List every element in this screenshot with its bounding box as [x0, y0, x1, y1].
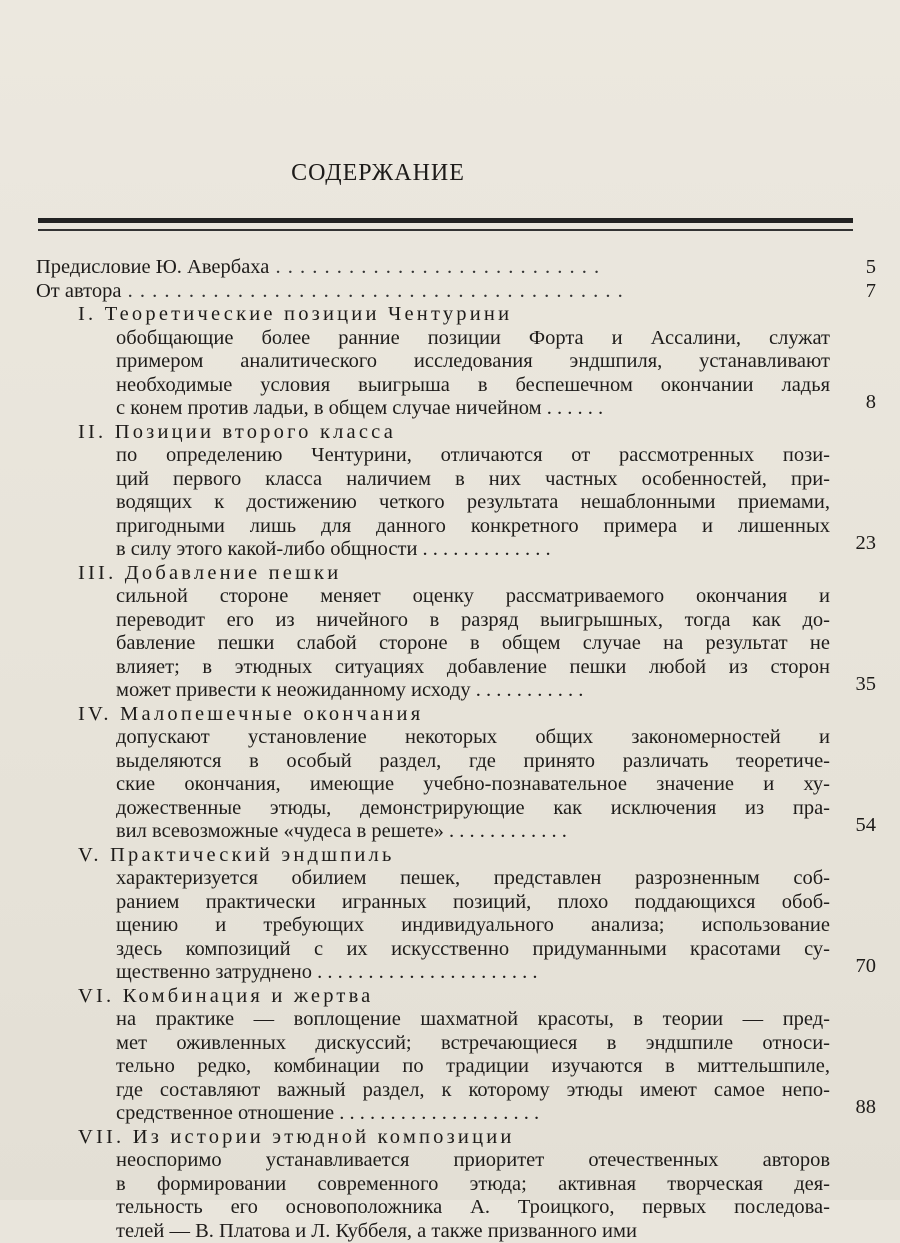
chapter-description-line: щественно затруднено . . . . . . . . . . . . . . . . . . . . . .	[116, 961, 830, 985]
chapter-description-line: где составляют важный раздел, к которому этюды имеют самое непо-	[116, 1079, 830, 1103]
chapter-description-line: по определению Чентурини, отличаются от рассмотренных пози-	[116, 444, 830, 468]
chapter-description-line: здесь композиций с их искусственно придуманными красотами су-	[116, 938, 830, 962]
chapter-description-line: средственное отношение . . . . . . . . . . . . . . . . . . . .	[116, 1102, 830, 1126]
chapter-list	[36, 303, 876, 1243]
chapter-description-line: ранием практически игранных позиций, плохо поддающихся обоб-	[116, 891, 830, 915]
chapter-description-line: примером аналитического исследования эндшпиля, устанавливают	[116, 350, 830, 374]
chapter-title: Комбинация и жертва	[123, 985, 374, 1007]
chapter-description-line: в силу этого какой-либо общности . . . . . . . . . . . . .	[116, 538, 830, 562]
chapter-heading	[78, 303, 876, 327]
chapter-description-line: на практике — воплощение шахматной красоты, в теории — пред-	[116, 1008, 830, 1032]
chapter-description-line: неоспоримо устанавливается приоритет отечественных авторов	[116, 1149, 830, 1173]
chapter-numeral: V.	[78, 844, 102, 868]
chapter-description-line: дожественные этюды, демонстрирующие как исключения из пра-	[116, 797, 830, 821]
chapter-description-line: тельно редко, комбинации по традиции изучаются в миттельшпиле,	[116, 1055, 830, 1079]
toc-entry-label: От автора	[36, 280, 121, 302]
chapter-description-line: необходимые условия выигрыша в беспешечном окончании ладья	[116, 374, 830, 398]
chapter-description-line: водящих к достижению четкого результата нешаблонными приемами,	[116, 491, 830, 515]
leader-dots: . . . . . . . . . . . . . . . . . . . . . . . . . . . . . . . . . . . . . . . . .	[121, 280, 623, 302]
chapter-description-line: бавление пешки слабой стороне в общем случае на результат не	[116, 632, 830, 656]
chapter-heading	[78, 985, 876, 1009]
chapter-numeral: VII.	[78, 1126, 124, 1150]
toc-page-number: 5	[816, 256, 876, 280]
chapter-numeral: I.	[78, 303, 96, 327]
title-rule-thin	[38, 229, 853, 231]
chapter-description-line: щению и требующих индивидуального анализа; использование	[116, 914, 830, 938]
page-title: СОДЕРЖАНИЕ	[0, 160, 756, 187]
toc-page-number: 54	[816, 814, 876, 838]
chapter-heading	[78, 703, 876, 727]
toc-entry-author[interactable]	[36, 280, 876, 304]
chapter-heading	[78, 1126, 876, 1150]
chapter-title: Теоретические позиции Чентурини	[105, 303, 513, 325]
chapter-heading	[78, 421, 876, 445]
chapter-title: Позиции второго класса	[115, 421, 396, 443]
chapter-description-line: тельность его основоположника А. Троицкого, первых последова-	[116, 1196, 830, 1220]
toc-entry-chapter[interactable]	[36, 562, 876, 703]
toc-entry-preface[interactable]	[36, 256, 876, 280]
table-of-contents	[36, 256, 876, 1243]
chapter-description-line: сильной стороне меняет оценку рассматриваемого окончания и	[116, 585, 830, 609]
chapter-description-line: может привести к неожиданному исходу . . . . . . . . . . .	[116, 679, 830, 703]
toc-entry-chapter[interactable]	[36, 985, 876, 1126]
chapter-description-line: телей — В. Платова и Л. Куббеля, а также призванного ими	[116, 1220, 830, 1243]
chapter-title: Из истории этюдной композиции	[133, 1126, 515, 1148]
toc-entry-label: Предисловие Ю. Авербаха	[36, 256, 269, 278]
toc-entry-chapter[interactable]	[36, 303, 876, 421]
chapter-description-line: пригодными лишь для данного конкретного примера и лишенных	[116, 515, 830, 539]
chapter-description-line: переводит его из ничейного в разряд выигрышных, тогда как до-	[116, 609, 830, 633]
title-rule-thick	[38, 218, 853, 223]
chapter-numeral: II.	[78, 421, 106, 445]
toc-page-number: 35	[816, 673, 876, 697]
chapter-heading	[78, 562, 876, 586]
leader-dots: . . . . . . . . . . . . . . . . . . . . . . . . . . .	[269, 256, 600, 278]
chapter-description-line: обобщающие более ранние позиции Форта и Ассалини, служат	[116, 327, 830, 351]
toc-page-number: 70	[816, 955, 876, 979]
toc-page-number: 8	[816, 391, 876, 415]
toc-entry-chapter[interactable]	[36, 421, 876, 562]
chapter-description-line: выделяются в особый раздел, где принято различать теоретиче-	[116, 750, 830, 774]
chapter-title: Практический эндшпиль	[110, 844, 395, 866]
chapter-description-line: мет оживленных дискуссий; встречающиеся в эндшпиле относи-	[116, 1032, 830, 1056]
chapter-description-line: вил всевозможные «чудеса в решете» . . . . . . . . . . . .	[116, 820, 830, 844]
chapter-title: Добавление пешки	[125, 562, 342, 584]
chapter-title: Малопешечные окончания	[120, 703, 423, 725]
chapter-description-line: в формировании современного этюда; активная творческая дея-	[116, 1173, 830, 1197]
chapter-numeral: VI.	[78, 985, 114, 1009]
chapter-description-line: влияет; в этюдных ситуациях добавление пешки любой из сторон	[116, 656, 830, 680]
toc-page-number: 23	[816, 532, 876, 556]
toc-page-number: 88	[816, 1096, 876, 1120]
chapter-numeral: IV.	[78, 703, 112, 727]
toc-entry-chapter[interactable]	[36, 703, 876, 844]
chapter-description-line: ций первого класса наличием в них частных особенностей, при-	[116, 468, 830, 492]
chapter-description-line: с конем против ладьи, в общем случае ничейном . . . . . .	[116, 397, 830, 421]
toc-entry-chapter[interactable]	[36, 844, 876, 985]
chapter-description-line: допускают установление некоторых общих закономерностей и	[116, 726, 830, 750]
toc-entry-chapter[interactable]	[36, 1126, 876, 1243]
toc-page-number: 7	[816, 280, 876, 304]
chapter-heading	[78, 844, 876, 868]
chapter-description-line: характеризуется обилием пешек, представлен разрозненным соб-	[116, 867, 830, 891]
chapter-numeral: III.	[78, 562, 116, 586]
chapter-description-line: ские окончания, имеющие учебно-познавательное значение и ху-	[116, 773, 830, 797]
